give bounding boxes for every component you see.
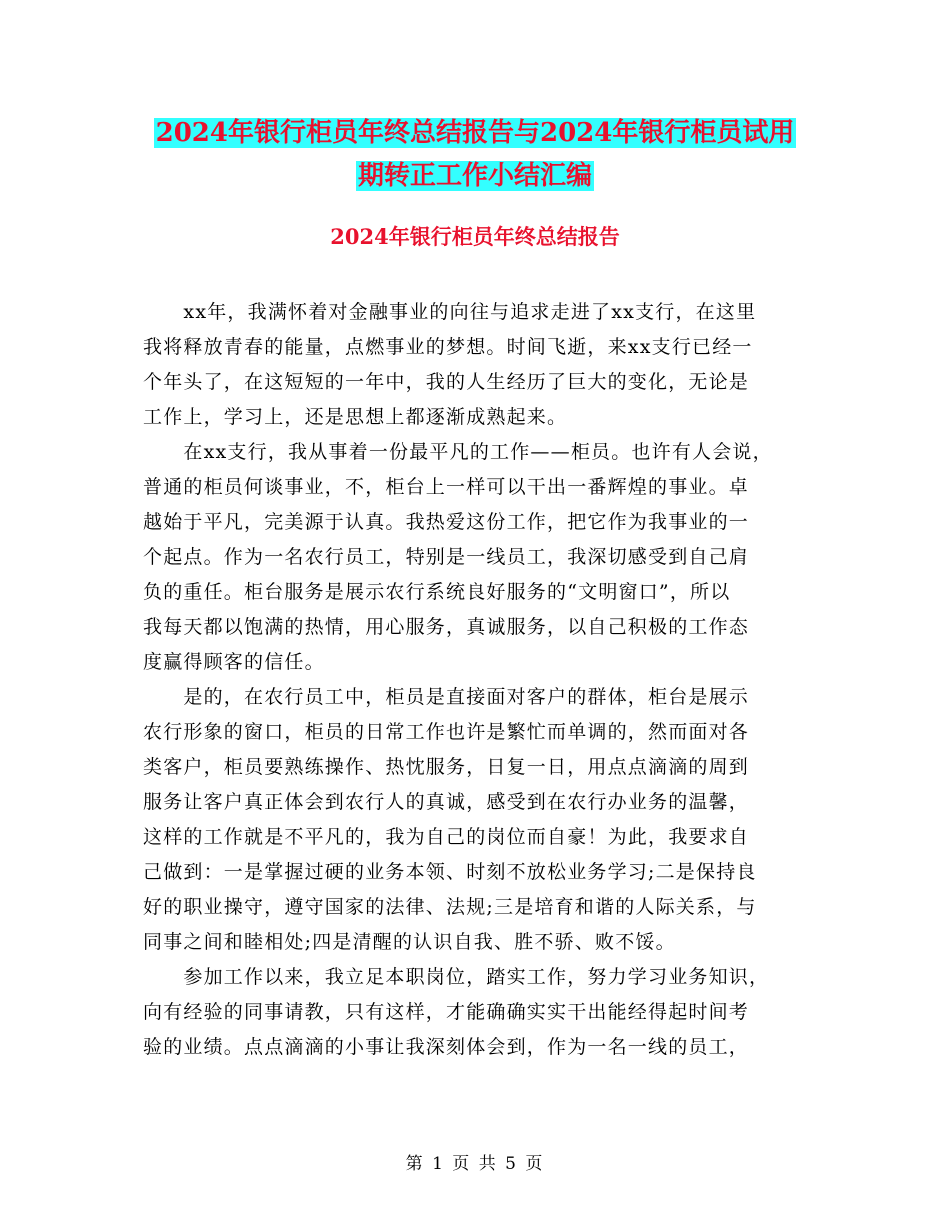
text-line: 普通的柜员何谈事业，不，柜台上一样可以干出一番辉煌的事业。卓 <box>143 476 750 498</box>
text-line: 负的重任。柜台服务是展示农行系统良好服务的“文明窗口”，所以 <box>143 581 731 603</box>
text-line: 在xx支行，我从事着一份最平凡的工作——柜员。也许有人会说， <box>143 441 773 463</box>
text-line: 工作上，学习上，还是思想上都逐渐成熟起来。 <box>143 406 568 428</box>
document-title-text-2: 期转正工作小结汇编 <box>357 161 592 191</box>
text-line: 向有经验的同事请教，只有这样，才能确确实实干出能经得起时间考 <box>143 1001 750 1023</box>
text-line: 越始于平凡，完美源于认真。我热爱这份工作，把它作为我事业的一 <box>143 511 750 533</box>
text-line: 验的业绩。点点滴滴的小事让我深刻体会到，作为一名一线的员工， <box>143 1036 750 1058</box>
text-line: 我将释放青春的能量，点燃事业的梦想。时间飞逝，来xx支行已经一 <box>143 336 753 358</box>
text-line: 是的，在农行员工中，柜员是直接面对客户的群体，柜台是展示 <box>143 686 750 708</box>
text-line: 服务让客户真正体会到农行人的真诚，感受到在农行办业务的温馨， <box>143 791 750 813</box>
page-footer: 第 1 页 共 5 页 <box>405 1154 545 1174</box>
text-line: 度赢得顾客的信任。 <box>143 651 325 673</box>
text-line: 这样的工作就是不平凡的，我为自己的岗位而自豪！为此，我要求自 <box>143 826 750 848</box>
document-title-line-2 <box>0 153 950 199</box>
text-line: 参加工作以来，我立足本职岗位，踏实工作，努力学习业务知识， <box>143 966 770 988</box>
document-title-line-1 <box>0 110 950 156</box>
text-line: 农行形象的窗口，柜员的日常工作也许是繁忙而单调的，然而面对各 <box>143 721 750 743</box>
text-line: 己做到：一是掌握过硬的业务本领、时刻不放松业务学习;二是保持良 <box>143 861 757 883</box>
text-line: 类客户，柜员要熟练操作、热忱服务，日复一日，用点点滴滴的周到 <box>143 756 750 778</box>
text-line: xx年，我满怀着对金融事业的向往与追求走进了xx支行，在这里 <box>143 301 757 323</box>
text-line: 好的职业操守，遵守国家的法律、法规;三是培育和谐的人际关系，与 <box>143 896 757 918</box>
section-heading: 2024年银行柜员年终总结报告 <box>330 224 620 249</box>
document-title-text-1: 2024年银行柜员年终总结报告与2024年银行柜员试用 <box>155 118 795 148</box>
text-line: 个起点。作为一名农行员工，特别是一线员工，我深切感受到自己肩 <box>143 546 750 568</box>
body-text <box>143 295 811 1065</box>
text-line: 个年头了，在这短短的一年中，我的人生经历了巨大的变化，无论是 <box>143 371 750 393</box>
text-line: 同事之间和睦相处;四是清醒的认识自我、胜不骄、败不馁。 <box>143 931 676 953</box>
text-line: 我每天都以饱满的热情，用心服务，真诚服务，以自己积极的工作态 <box>143 616 750 638</box>
